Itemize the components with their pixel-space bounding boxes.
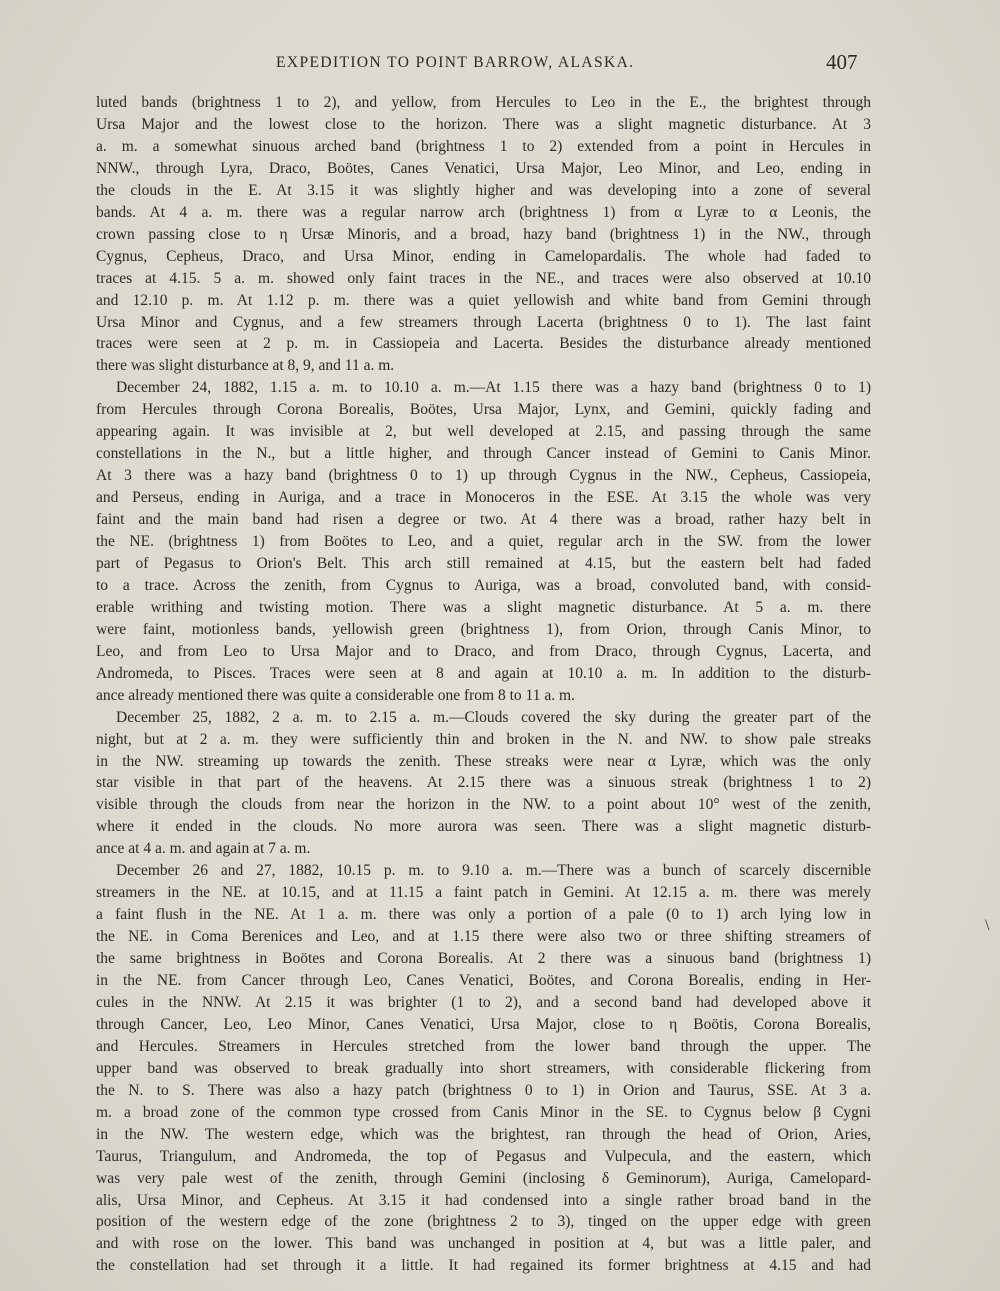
text-line: there was slight disturbance at 8, 9, and 11 a. m. xyxy=(96,357,395,375)
text-line: a faint flush in the NE. At 1 a. m. there was only a portion of a pale (0 to 1) arch lying low in xyxy=(96,906,871,924)
running-header xyxy=(0,50,1000,78)
text-line: and with rose on the lower. This band was unchanged in position at 4, but was a little paler, and xyxy=(96,1235,871,1253)
text-line: in the NE. from Cancer through Leo, Canes Venatici, Boötes, and Corona Borealis, ending in Her- xyxy=(96,972,871,989)
text-line: traces at 4.15. 5 a. m. showed only faint traces in the NE., and traces were also observed at 10.10 xyxy=(96,269,871,287)
text-line: luted bands (brightness 1 to 2), and yellow, from Hercules to Leo in the E., the brightest through xyxy=(96,94,871,111)
text-line: and Perseus, ending in Auriga, and a trace in Monoceros in the ESE. At 3.15 the whole was very xyxy=(96,489,871,507)
text-line: Cygnus, Cepheus, Draco, and Ursa Minor, ending in Camelopardalis. The whole had faded to xyxy=(96,247,871,265)
text-line: Ursa Minor and Cygnus, and a few streamers through Lacerta (brightness 0 to 1). The last faint xyxy=(96,313,871,331)
text-line: and 12.10 p. m. At 1.12 p. m. there was a quiet yellowish and white band from Gemini through xyxy=(96,291,871,309)
text-line: Andromeda, to Pisces. Traces were seen at 8 and again at 10.10 a. m. In addition to the disturb- xyxy=(96,664,871,682)
text-line: the constellation had set through it a little. It had regained its former brightness at 4.15 and had xyxy=(96,1257,871,1275)
text-line: NNW., through Lyra, Draco, Boötes, Canes Venatici, Ursa Major, Leo Minor, and Leo, ending in xyxy=(96,159,871,177)
text-line: from Hercules through Corona Borealis, Boötes, Ursa Major, Lynx, and Gemini, quickly fading and xyxy=(96,401,871,419)
text-line: was very pale west of the zenith, through Gemini (inclosing δ Geminorum), Auriga, Camelopard- xyxy=(96,1169,871,1187)
text-line: part of Pegasus to Orion's Belt. This arch still remained at 4.15, but the eastern belt had faded xyxy=(96,554,871,572)
text-line: where it ended in the clouds. No more aurora was seen. There was a slight magnetic disturb- xyxy=(96,818,871,836)
text-line: appearing again. It was invisible at 2, but well developed at 2.15, and passing through the same xyxy=(96,423,871,441)
text-line: Leo, and from Leo to Ursa Major and to Draco, and from Draco, through Cygnus, Lacerta, and xyxy=(96,642,871,660)
text-line: erable writhing and twisting motion. There was a slight magnetic disturbance. At 5 a. m. there xyxy=(96,598,871,616)
text-line: crown passing close to η Ursæ Minoris, and a broad, hazy band (brightness 1) in the NW., through xyxy=(96,225,871,243)
text-line: the clouds in the E. At 3.15 it was slightly higher and was developing into a zone of several xyxy=(96,181,871,199)
text-line: the N. to S. There was also a hazy patch (brightness 0 to 1) in Orion and Taurus, SSE. At 3 a. xyxy=(96,1081,871,1099)
margin-mark: \ xyxy=(985,917,990,934)
text-line: in the NW. streaming up towards the zenith. These streaks were near α Lyræ, which was the only xyxy=(96,752,871,770)
text-line: cules in the NNW. At 2.15 it was brighter (1 to 2), and a second band had developed above it xyxy=(96,993,871,1011)
text-line: At 3 there was a hazy band (brightness 0 to 1) up through Cygnus in the NW., Cepheus, Cassiopeia, xyxy=(96,467,871,485)
text-line: Ursa Major and the lowest close to the horizon. There was a slight magnetic disturbance. At 3 xyxy=(96,115,871,133)
text-line: star visible in that part of the heavens. At 2.15 there was a sinuous streak (brightness 1 to 2) xyxy=(96,774,871,792)
running-title: EXPEDITION TO POINT BARROW, ALASKA. xyxy=(276,54,635,71)
text-line: December 24, 1882, 1.15 a. m. to 10.10 a. m.—At 1.15 there was a hazy band (brightness 0 to 1) xyxy=(116,379,871,397)
text-line: the NE. in Coma Berenices and Leo, and at 1.15 there were also two or three shifting streamers of xyxy=(96,928,871,946)
text-line: ance already mentioned there was quite a considerable one from 8 to 11 a. m. xyxy=(96,686,575,704)
text-line: ance at 4 a. m. and again at 7 a. m. xyxy=(96,840,311,858)
text-line: alis, Ursa Minor, and Cepheus. At 3.15 it had condensed into a single rather broad band in the xyxy=(96,1191,871,1209)
text-line: Taurus, Triangulum, and Andromeda, the top of Pegasus and Vulpecula, and the eastern, which xyxy=(96,1147,871,1165)
text-line: visible through the clouds from near the horizon in the NW. to a point about 10° west of the zenith, xyxy=(96,796,871,814)
text-line: streamers in the NE. at 10.15, and at 11.15 a faint patch in Gemini. At 12.15 a. m. there was merely xyxy=(96,884,871,902)
page-number: 407 xyxy=(826,50,858,74)
text-line: a. m. a somewhat sinuous arched band (brightness 1 to 2) extended from a point in Hercules in xyxy=(96,137,871,155)
text-line: the same brightness in Boötes and Corona Borealis. At 2 there was a sinuous band (brightness 1) xyxy=(96,950,871,968)
text-line: through Cancer, Leo, Leo Minor, Canes Venatici, Ursa Major, close to η Boötis, Corona Borealis, xyxy=(96,1015,871,1033)
text-line: m. a broad zone of the common type crossed from Canis Minor in the SE. to Cygnus below β Cygni xyxy=(96,1103,871,1121)
text-line: constellations in the N., but a little higher, and through Cancer instead of Gemini to Canis Minor. xyxy=(96,445,871,463)
text-line: the NE. (brightness 1) from Boötes to Leo, and a quiet, regular arch in the SW. from the lower xyxy=(96,533,871,550)
text-line: faint and the main band had risen a degree or two. At 4 there was a broad, rather hazy belt in xyxy=(96,511,871,529)
text-line: traces were seen at 2 p. m. in Cassiopeia and Lacerta. Besides the disturbance already mentioned xyxy=(96,335,871,353)
text-line: upper band was observed to break gradually into short streamers, with considerable flickering from xyxy=(96,1059,871,1077)
text-line: were faint, motionless bands, yellowish green (brightness 1), from Orion, through Canis Minor, to xyxy=(96,620,871,638)
text-line: and Hercules. Streamers in Hercules stretched from the lower band through the upper. The xyxy=(96,1037,871,1055)
text-line: December 26 and 27, 1882, 10.15 p. m. to 9.10 a. m.—There was a bunch of scarcely discernible xyxy=(116,862,871,880)
text-line: bands. At 4 a. m. there was a regular narrow arch (brightness 1) from α Lyræ to α Leonis, the xyxy=(96,203,871,221)
text-line: to a trace. Across the zenith, from Cygnus to Auriga, was a broad, convoluted band, with consid- xyxy=(96,576,871,594)
text-line: in the NW. The western edge, which was the brightest, ran through the head of Orion, Aries, xyxy=(96,1125,871,1143)
text-line: night, but at 2 a. m. they were sufficiently thin and broken in the N. and NW. to show pale streaks xyxy=(96,730,871,748)
text-line: position of the western edge of the zone (brightness 2 to 3), tinged on the upper edge with green xyxy=(96,1213,871,1231)
text-line: December 25, 1882, 2 a. m. to 2.15 a. m.—Clouds covered the sky during the greater part of the xyxy=(116,708,871,726)
